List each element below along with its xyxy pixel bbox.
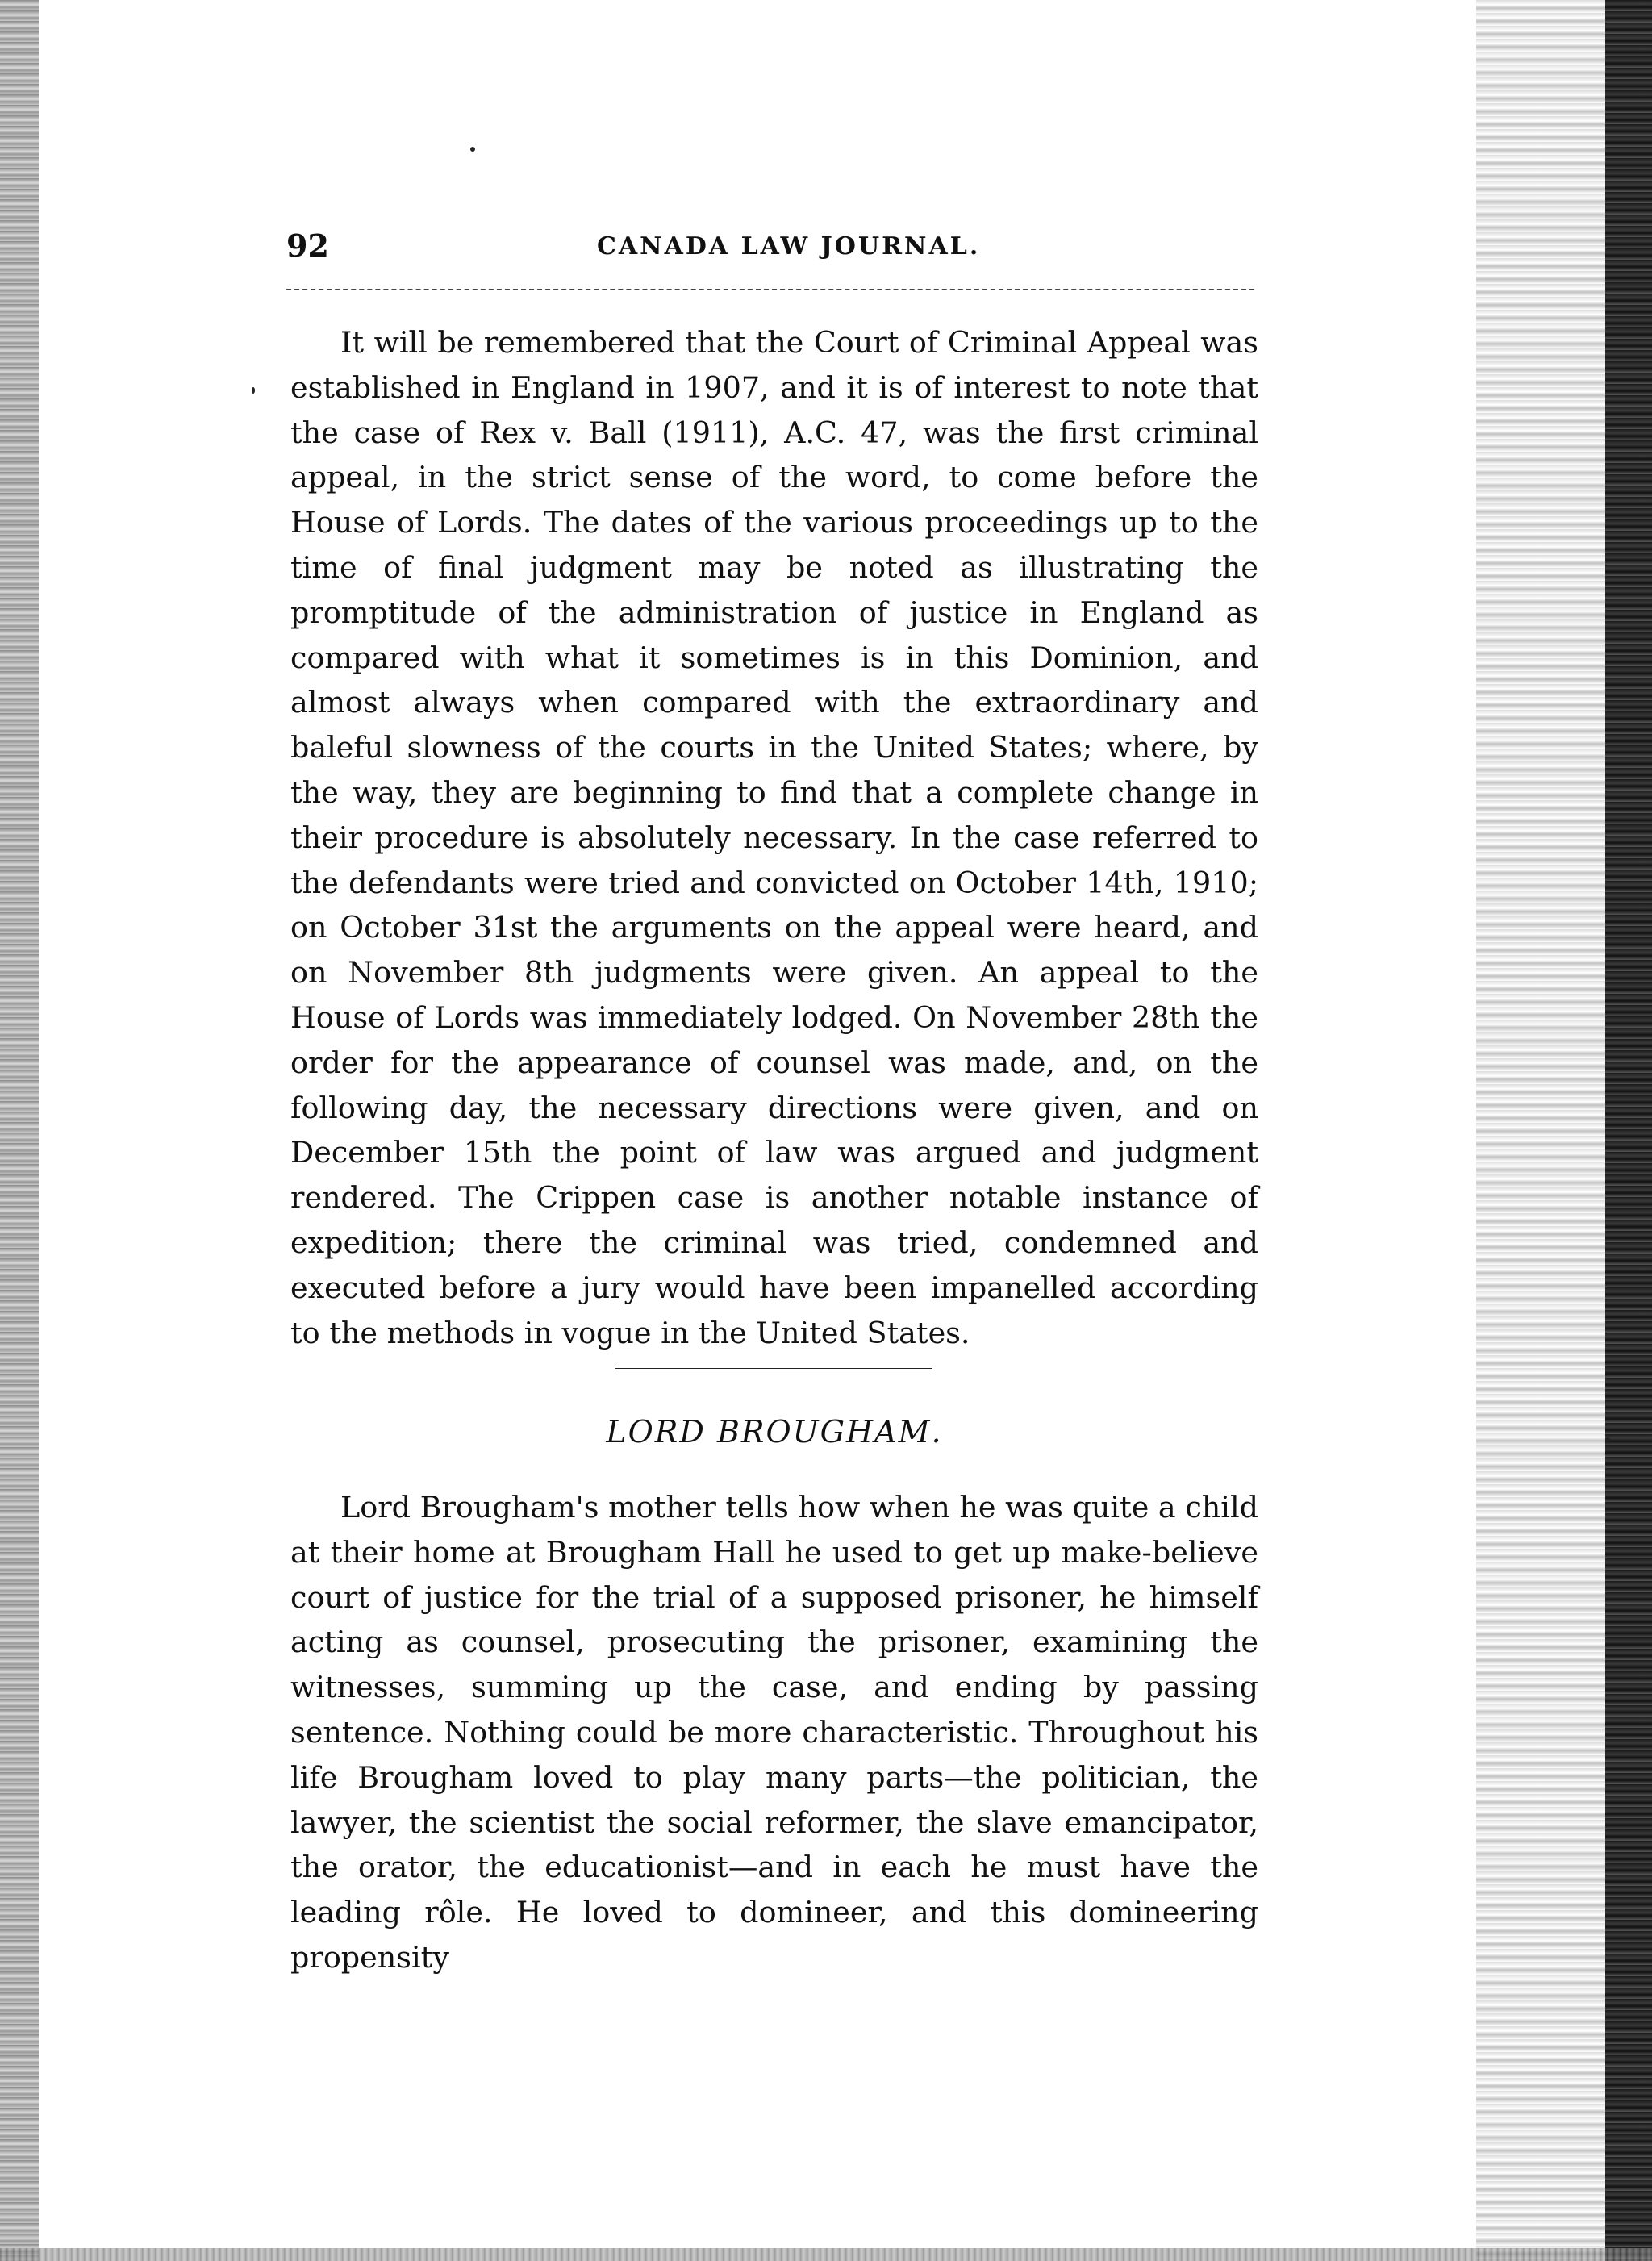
right-scan-shadow [1476,0,1605,2261]
paragraph-court-of-criminal-appeal: It will be remembered that the Court of Criminal Appeal was established in England in 1907, and it is of interest to note that the case of Rex v. Ball (1911), A.C. 47, was the first criminal appeal, in the strict sense of the word, to come before the House of Lords. The dates of the various proceedings up to the time of final judgment may be noted as illustrating the promptitude of the administration of justice in England as compared with what it sometimes is in this Dominion, and almost always when compared with the extraordinary and baleful slowness of the courts in the United States; where, by the way, they are beginning to find that a complete change in their procedure is absolutely necessary. In the case referred to the defendants were tried and convicted on October 14th, 1910; on October 31st the arguments on the appeal were heard, and on November 8th judgments were given. An appeal to the House of Lords was immediately lodged. On November 28th the order for the appearance of counsel was made, and, on the following day, the necessary directions were given, and on December 15th the point of law was argued and judgment rendered. The Crippen case is another notable instance of expedition; there the criminal was tried, condemned and executed before a jury would have been impanelled according to the methods in vogue in the United States. [290,325,1258,1350]
bottom-scan-edge [0,2248,1652,2261]
speck [470,147,475,152]
speck [1605,1437,1610,1442]
right-scan-edge [1605,0,1652,2261]
paragraph-lord-brougham: Lord Brougham's mother tells how when he was quite a child at their home at Brougham Hall he used to get up make-believe court of justice for the trial of a supposed prisoner, he himself acting as counsel, prosecuting the prisoner, examining the witnesses, summing up the case, and ending by passing sentence. Nothing could be more characteristic. Throughout his life Brougham loved to play many parts—the politician, the lawyer, the scientist the social reformer, the slave emancipator, the orator, the educationist—and in each he must have the leading rôle. He loved to domineer, and this domineering propensity [290,1490,1258,1975]
header-rule [286,289,1254,290]
left-scan-edge [0,0,39,2261]
page-number: 92 [286,227,329,264]
section-divider [615,1366,932,1369]
running-head: CANADA LAW JOURNAL. [597,232,981,261]
speck [252,387,255,394]
section-title: LORD BROUGHAM. [606,1414,943,1450]
